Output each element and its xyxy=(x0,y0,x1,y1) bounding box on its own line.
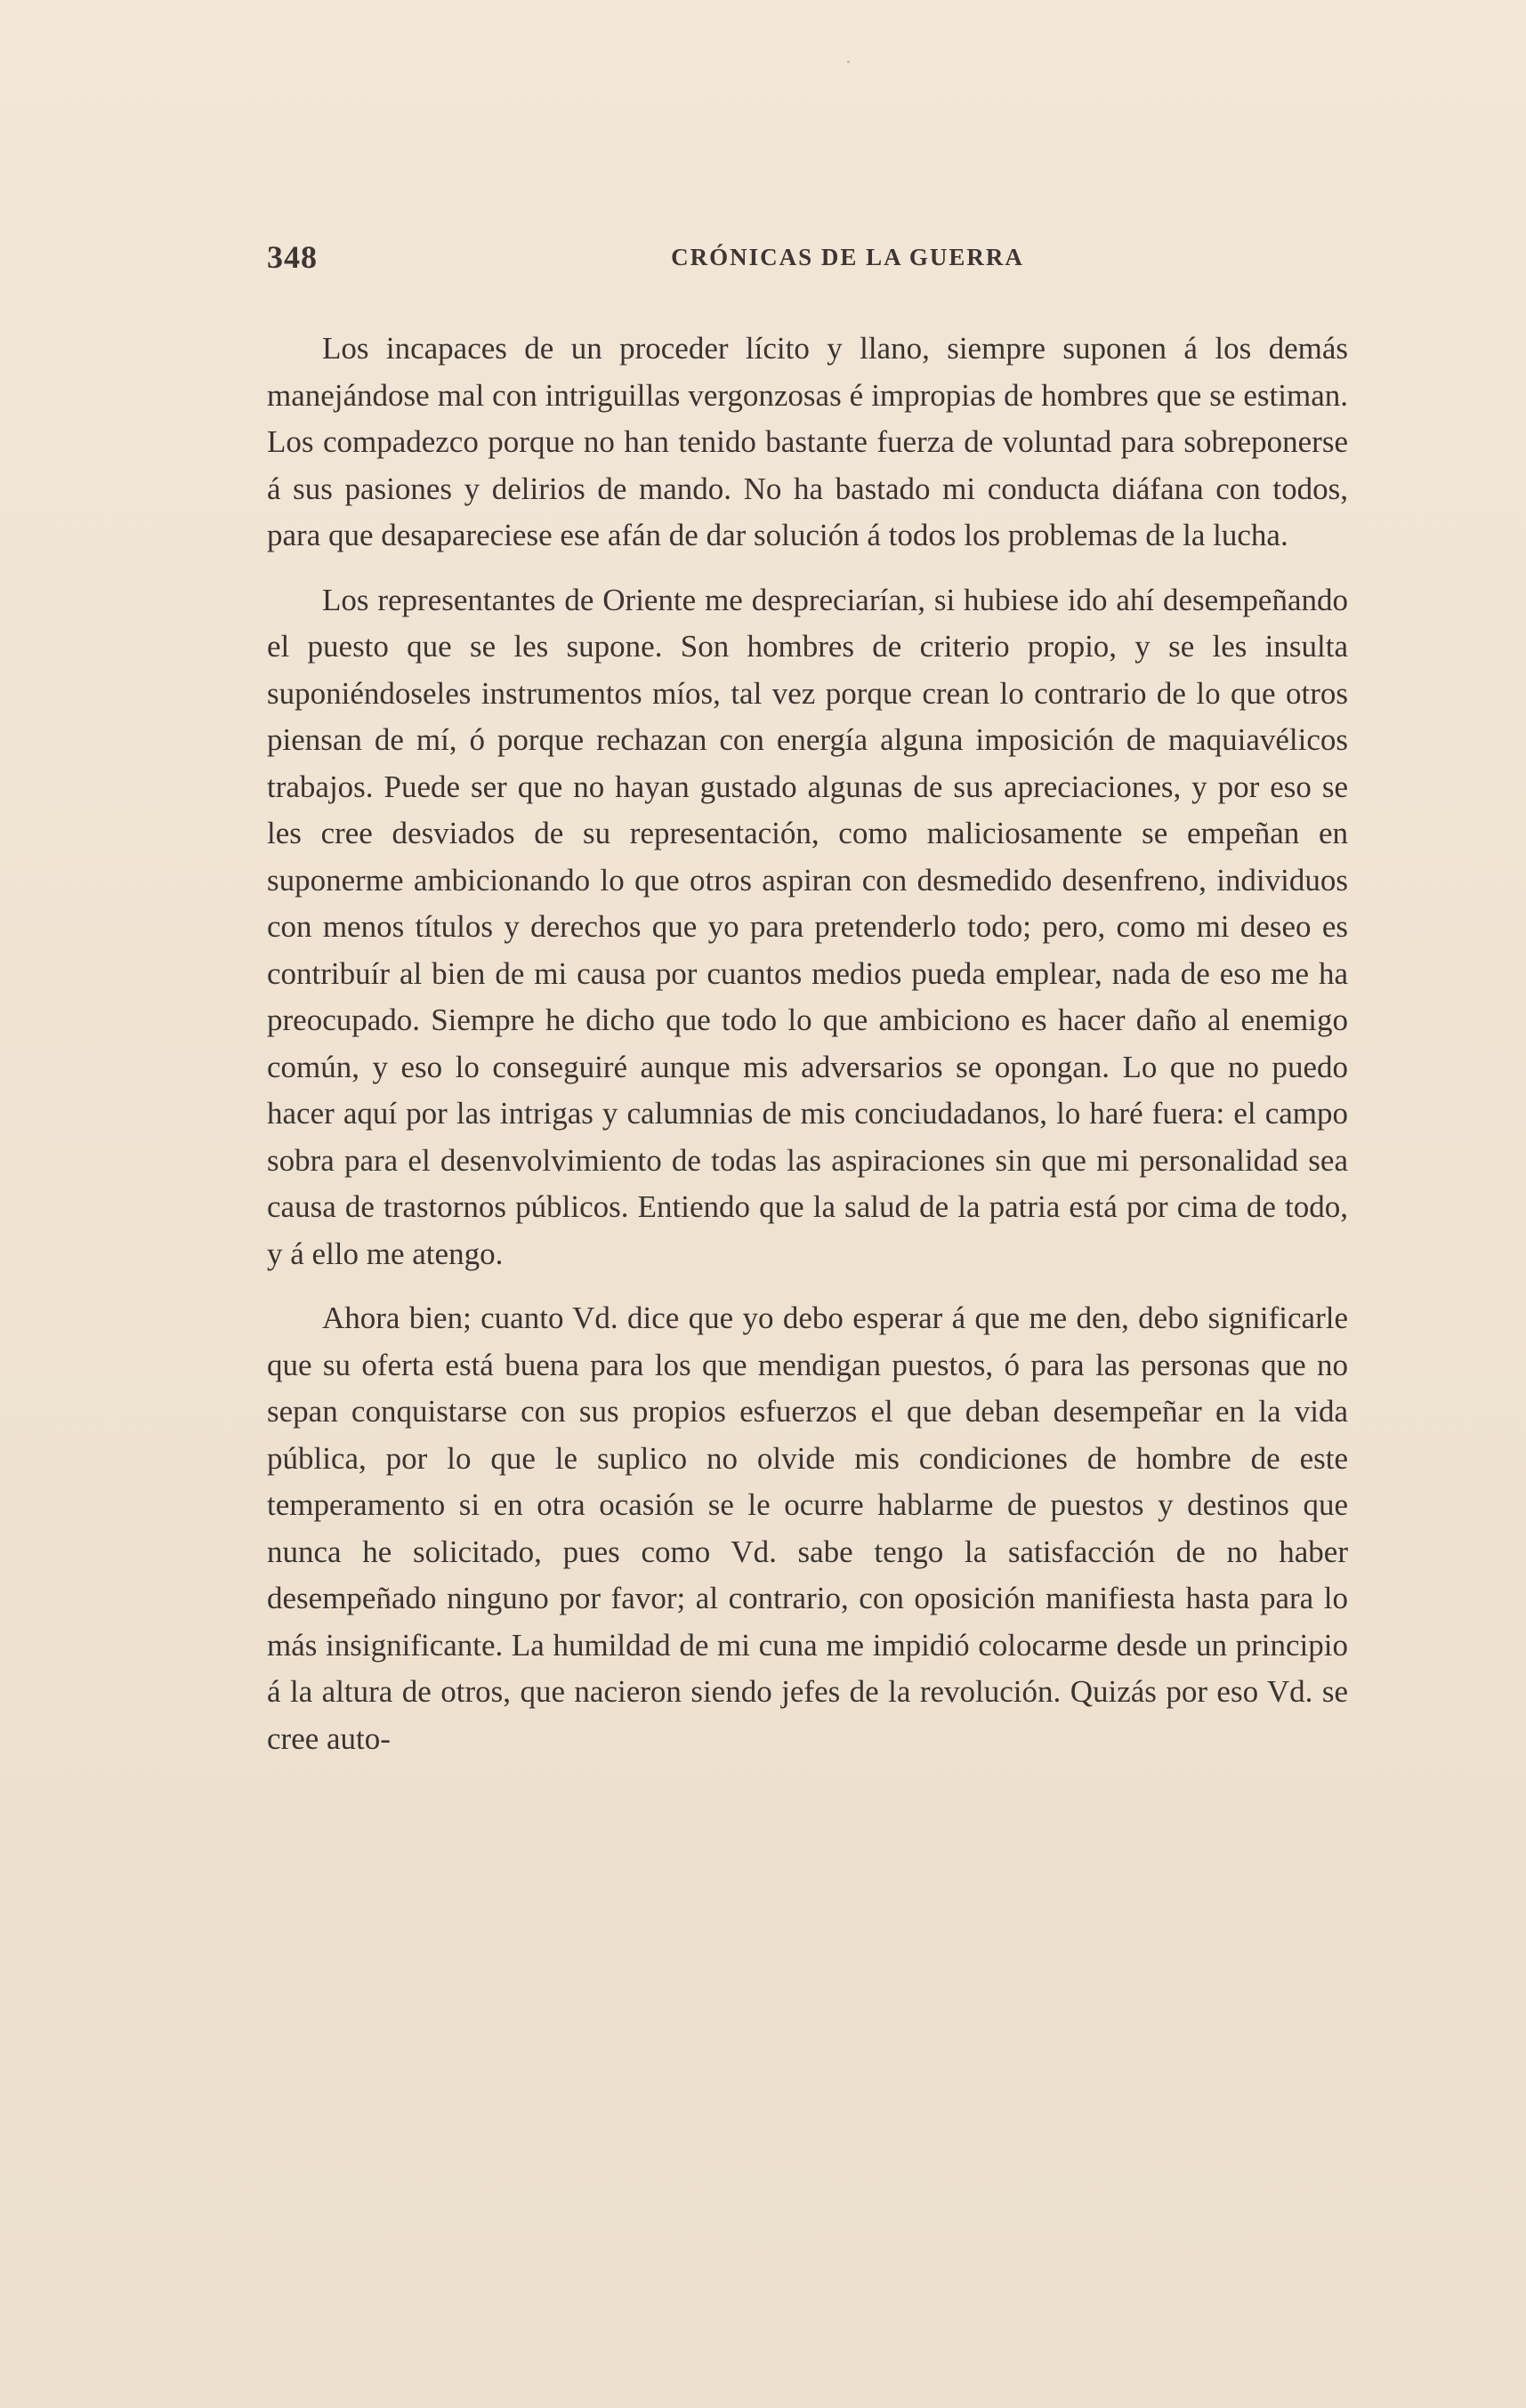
body-text xyxy=(267,326,1348,1762)
paragraph-1: Los incapaces de un proceder lícito y llano, siempre suponen á los demás manejándose mal con intriguillas vergonzosas é impropias de hombres que se estiman. Los compadezco porque no han tenido bastante fuerza de voluntad para sobreponerse á sus pasiones y delirios de mando. No ha bastado mi conducta diáfana con todos, para que desapareciese ese afán de dar solución á todos los problemas de la lucha. xyxy=(267,331,1348,552)
paragraph-2: Los representantes de Oriente me despreciarían, si hubiese ido ahí desempeñando el puesto que se les supone. Son hombres de criterio propio, y se les insulta suponiéndoseles instrumentos míos, tal vez porque crean lo contrario de lo que otros piensan de mí, ó porque rechazan con energía alguna imposición de maquiavélicos trabajos. Puede ser que no hayan gustado algunas de sus apreciaciones, y por eso se les cree desviados de su representación, como maliciosamente se empeñan en suponerme ambicionando lo que otros aspiran con desmedido desenfreno, individuos con menos títulos y derechos que yo para pretenderlo todo; pero, como mi deseo es contribuír al bien de mi causa por cuantos medios pueda emplear, nada de eso me ha preocupado. Siempre he dicho que todo lo que ambiciono es hacer daño al enemigo común, y eso lo conseguiré aunque mis adversarios se opongan. Lo que no puedo hacer aquí por las intrigas y calumnias de mis conciudadanos, lo haré fuera: el campo sobra para el desenvolvimiento de todas las aspiraciones sin que mi personalidad sea causa de trastornos públicos. Entiendo que la salud de la patria está por cima de todo, y á ello me atengo. xyxy=(267,582,1348,1271)
paragraph-3: Ahora bien; cuanto Vd. dice que yo debo esperar á que me den, debo significarle que su oferta está buena para los que mendigan puestos, ó para las personas que no sepan conquistarse con sus propios esfuerzos el que deban desempeñar en la vida pública, por lo que le suplico no olvide mis condiciones de hombre de este temperamento si en otra ocasión se le ocurre hablarme de puestos y destinos que nunca he solicitado, pues como Vd. sabe tengo la satisfacción de no haber desempeñado ninguno por favor; al contrario, con oposición manifiesta hasta para lo más insignificante. La humildad de mi cuna me impidió colocarme desde un principio á la altura de otros, que nacieron siendo jefes de la revolución. Quizás por eso Vd. se cree auto- xyxy=(267,1301,1348,1756)
page-header xyxy=(267,238,1348,283)
running-title: CRÓNICAS DE LA GUERRA xyxy=(671,244,1024,270)
paper-speck xyxy=(847,60,850,63)
page-number: 348 xyxy=(267,239,318,275)
